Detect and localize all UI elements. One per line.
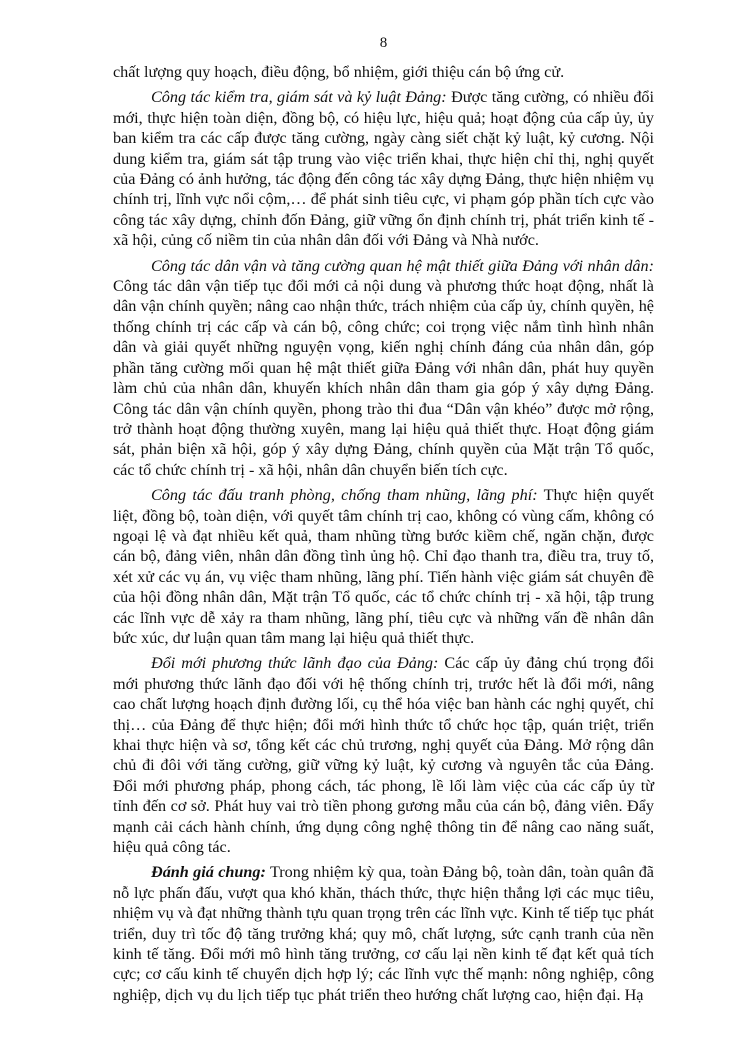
paragraph-heading: Đánh giá chung: — [151, 863, 266, 882]
paragraph-text: Thực hiện quyết liệt, đồng bộ, toàn diện, với quyết tâm chính trị cao, không có vùng cấm, không có ngoại lệ và đạt nhiều kết quả, tham nhũng từng bước kiềm chế, ngăn chặn, được cán bộ, đảng viên, nhân dân đồng tình ủng hộ. Chỉ đạo thanh tra, điều tra, truy tố, xét xử các vụ án, vụ việc tham nhũng, lãng phí. Tiến hành việc giám sát chuyên đề của hội đồng nhân dân, Mặt trận Tổ quốc, các tổ chức chính trị - xã hội, tập trung các lĩnh vực dễ xảy ra tham nhũng, lãng phí, tiêu cực và những vấn đề nhân dân bức xúc, dư luận quan tâm mang lại hiệu quả thiết thực. — [113, 486, 654, 647]
paragraph-text: Các cấp ủy đảng chú trọng đổi mới phương thức lãnh đạo đối với hệ thống chính trị, trước hết là đổi mới, nâng cao chất lượng hoạch định đường lối, cụ thể hóa việc ban hành các nghị quyết, chỉ thị… của Đảng để thực hiện; đổi mới hình thức tổ chức học tập, quán triệt, triển khai thực hiện và sơ, tổng kết các chủ trương, nghị quyết của Đảng. Mở rộng dân chủ đi đôi với tăng cường, giữ vững kỷ luật, kỷ cương và nguyên tắc của Đảng. Đổi mới phương pháp, phong cách, tác phong, lề lối làm việc của các cấp ủy từ tỉnh đến cơ sở. Phát huy vai trò tiền phong gương mẫu của cán bộ, đảng viên. Đẩy mạnh cải cách hành chính, ứng dụng công nghệ thông tin để nâng cao năng suất, hiệu quả công tác. — [113, 654, 654, 857]
paragraph-heading: Công tác kiểm tra, giám sát và kỷ luật Đảng: — [151, 88, 447, 107]
paragraph-text: Được tăng cường, có nhiều đổi mới, thực hiện toàn diện, đồng bộ, có hiệu lực, hiệu quả; hoạt động của cấp ủy, ủy ban kiểm tra các cấp được tăng cường, ngày càng siết chặt kỷ luật, kỷ cương. Nội dung kiểm tra, giám sát tập trung vào việc triển khai, thực hiện chỉ thị, nghị quyết của Đảng có ảnh hưởng, tác động đến công tác xây dựng Đảng, thực hiện nhiệm vụ chính trị, lĩnh vực nổi cộm,… để phát sinh tiêu cực, vi phạm góp phần tích cực vào công tác xây dựng, chỉnh đốn Đảng, giữ vững ổn định chính trị, phát triển kinh tế - xã hội, củng cố niềm tin của nhân dân đối với Đảng và Nhà nước. — [113, 88, 654, 250]
paragraph-heading: Đổi mới phương thức lãnh đạo của Đảng: — [151, 654, 439, 673]
paragraph-continuation — [113, 62, 654, 82]
paragraph-heading: Công tác dân vận và tăng cường quan hệ mật thiết giữa Đảng với nhân dân: — [151, 256, 654, 275]
paragraph-leadership-method — [113, 653, 654, 857]
paragraph-heading: Công tác đấu tranh phòng, chống tham nhũng, lãng phí: — [151, 486, 538, 505]
paragraph-general-assessment — [113, 862, 654, 1005]
paragraph-mass-mobilization — [113, 256, 654, 480]
paragraph-inspection-discipline — [113, 87, 654, 250]
paragraph-text: Công tác dân vận tiếp tục đổi mới cả nội dung và phương thức hoạt động, nhất là dân vận chính quyền; nâng cao nhận thức, trách nhiệm của cấp ủy, chính quyền, hệ thống chính trị các cấp và cán bộ, công chức; coi trọng việc nắm tình hình nhân dân và giải quyết những nguyện vọng, kiến nghị chính đáng của nhân dân, góp phần tăng cường mối quan hệ mật thiết giữa Đảng với nhân dân, phát huy quyền làm chủ của nhân dân, khuyến khích nhân dân tham gia góp ý xây dựng Đảng. Công tác dân vận chính quyền, phong trào thi đua “Dân vận khéo” được mở rộng, trở thành hoạt động thường xuyên, mang lại hiệu quả thiết thực. Hoạt động giám sát, phản biện xã hội, góp ý xây dựng Đảng, chính quyền của Mặt trận Tổ quốc, các tổ chức chính trị - xã hội, nhân dân chuyển biến tích cực. — [113, 277, 654, 479]
paragraph-text: Trong nhiệm kỳ qua, toàn Đảng bộ, toàn dân, toàn quân đã nỗ lực phấn đấu, vượt qua khó khăn, thách thức, thực hiện thắng lợi các mục tiêu, nhiệm vụ và đạt những thành tựu quan trọng trên các lĩnh vực. Kinh tế tiếp tục phát triển, duy trì tốc độ tăng trưởng khá; quy mô, chất lượng, sức cạnh tranh của nền kinh tế tăng. Đổi mới mô hình tăng trưởng, cơ cấu lại nền kinh tế đạt kết quả tích cực; cơ cấu kinh tế chuyển dịch hợp lý; các lĩnh vực thế mạnh: nông nghiệp, công nghiệp, dịch vụ du lịch tiếp tục phát triển theo hướng chất lượng cao, hiện đại. Hạ — [113, 863, 654, 1004]
paragraph-anti-corruption — [113, 485, 654, 648]
page-number: 8 — [379, 35, 388, 51]
paragraph-text: chất lượng quy hoạch, điều động, bổ nhiệm, giới thiệu cán bộ ứng cử. — [113, 63, 565, 81]
